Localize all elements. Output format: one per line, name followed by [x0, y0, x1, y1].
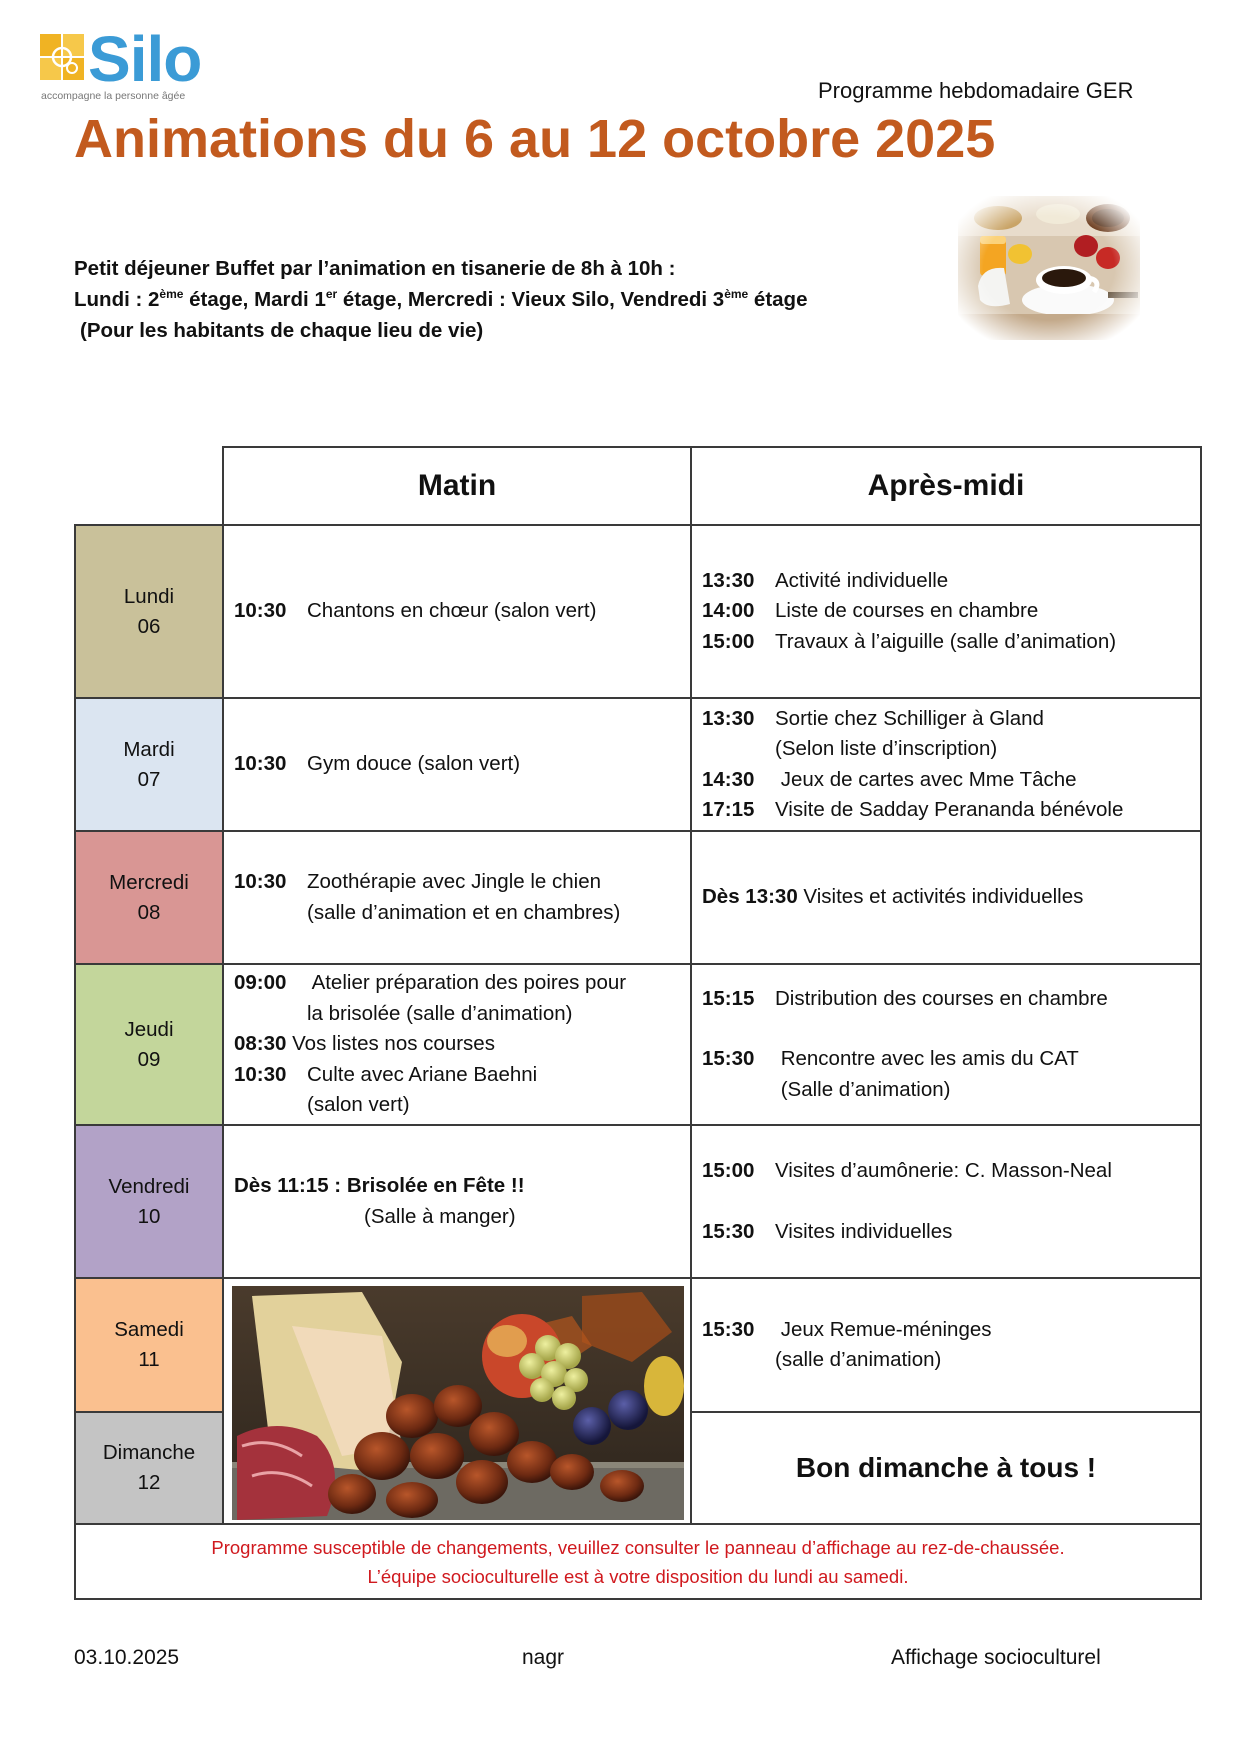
vendredi-matin: Dès 11:15 : Brisolée en Fête !! (Salle à manger)	[223, 1125, 691, 1278]
day-mardi: Mardi 07	[75, 698, 223, 831]
day-lundi: Lundi 06	[75, 525, 223, 698]
breakfast-line-3: (Pour les habitants de chaque lieu de vie)	[80, 319, 484, 342]
logo-tagline: accompagne la personne âgée	[41, 90, 186, 102]
chestnut-fruit-photo	[232, 1286, 684, 1520]
schedule-table	[74, 446, 1202, 1600]
table-row	[75, 1125, 1201, 1278]
table-header-row	[75, 447, 1201, 525]
samedi-apres-midi: 15:30 Jeux Remue-méninges (salle d’animation)	[691, 1278, 1201, 1412]
logo-mark-icon	[40, 34, 84, 82]
program-label: Programme hebdomadaire GER	[818, 78, 1134, 103]
mardi-apres-midi: 13:30 Sortie chez Schilliger à Gland (Selon liste d’inscription) 14:30 Jeux de cartes avec Mme Tâche 17:15 Visite de Sadday Perananda bénévole	[691, 698, 1201, 831]
header-empty-cell	[75, 447, 223, 525]
vendredi-apres-midi: 15:00 Visites d’aumônerie: C. Masson-Neal 15:30 Visites individuelles	[691, 1125, 1201, 1278]
day-dimanche: Dimanche 12	[75, 1412, 223, 1524]
dimanche-apres-midi: Bon dimanche à tous !	[691, 1412, 1201, 1524]
table-row	[75, 1278, 1201, 1412]
notice-row	[75, 1524, 1201, 1599]
breakfast-line-2: Lundi : 2ème étage, Mardi 1er étage, Mercredi : Vieux Silo, Vendredi 3ème étage	[74, 287, 808, 311]
lundi-matin: 10:30 Chantons en chœur (salon vert)	[223, 525, 691, 698]
footer-author: nagr	[522, 1646, 565, 1669]
logo-text: Silo	[88, 23, 202, 95]
day-mercredi: Mercredi 08	[75, 831, 223, 964]
table-row	[75, 698, 1201, 831]
jeudi-apres-midi: 15:15 Distribution des courses en chambre 15:30 Rencontre avec les amis du CAT (Salle d’animation)	[691, 964, 1201, 1125]
header-apres-midi: Après-midi	[691, 447, 1201, 525]
table-row	[75, 964, 1201, 1125]
notice-line-1: Programme susceptible de changements, veuillez consulter le panneau d’affichage au rez-de-chaussée.	[211, 1536, 1065, 1558]
breakfast-line-1: Petit déjeuner Buffet par l’animation en tisanerie de 8h à 10h :	[74, 257, 676, 280]
day-jeudi: Jeudi 09	[75, 964, 223, 1125]
mercredi-apres-midi: Dès 13:30 Visites et activités individuelles	[691, 831, 1201, 964]
lundi-apres-midi: 13:30 Activité individuelle 14:00 Liste de courses en chambre 15:00 Travaux à l’aiguille (salle d’animation)	[691, 525, 1201, 698]
footer-label: Affichage socioculturel	[891, 1646, 1101, 1669]
jeudi-matin: 09:00 Atelier préparation des poires pour la brisolée (salle d’animation) 08:30 Vos listes nos courses 10:30 Culte avec Ariane Baehni (salon vert)	[223, 964, 691, 1125]
silo-logo	[40, 23, 240, 108]
day-samedi: Samedi 11	[75, 1278, 223, 1412]
breakfast-info	[74, 253, 807, 346]
day-vendredi: Vendredi 10	[75, 1125, 223, 1278]
weekend-photo-cell	[223, 1278, 691, 1524]
breakfast-photo	[958, 196, 1140, 340]
notice-line-2: L’équipe socioculturelle est à votre disposition du lundi au samedi.	[367, 1565, 909, 1587]
table-row	[75, 525, 1201, 698]
schedule-notice	[75, 1524, 1201, 1599]
footer-date: 03.10.2025	[74, 1646, 180, 1669]
mardi-matin: 10:30 Gym douce (salon vert)	[223, 698, 691, 831]
table-row	[75, 831, 1201, 964]
page-title: Animations du 6 au 12 octobre 2025	[74, 109, 996, 169]
mercredi-matin: 10:30 Zoothérapie avec Jingle le chien (salle d’animation et en chambres)	[223, 831, 691, 964]
header-matin: Matin	[223, 447, 691, 525]
